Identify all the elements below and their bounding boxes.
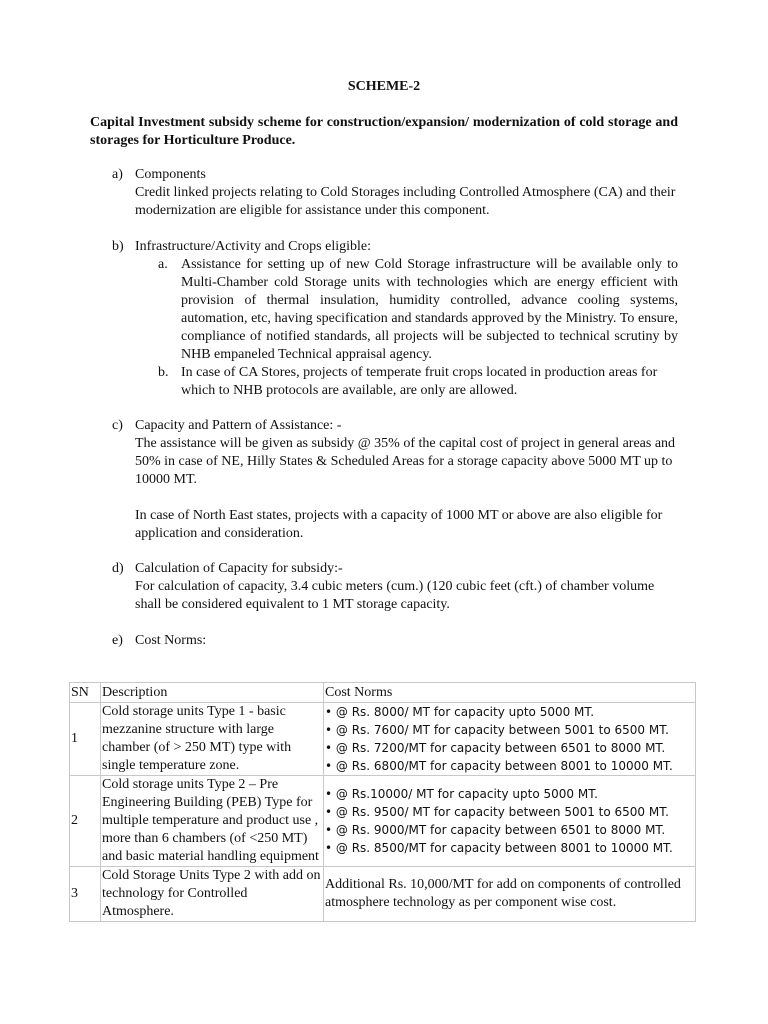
section-marker: d)	[112, 561, 124, 576]
section-heading: Infrastructure/Activity and Crops eligible:	[135, 239, 371, 254]
section-body: The assistance will be given as subsidy @ 35% of the capital cost of project in general areas and 50% in case of NE, Hilly States & Scheduled Areas for a storage capacity above 5000 MT up to 10000 MT.	[135, 436, 676, 487]
section-body: In case of North East states, projects with a capacity of 1000 MT or above are also eligible for application and consideration.	[135, 508, 663, 541]
section-heading: Capacity and Pattern of Assistance: -	[135, 418, 342, 433]
sub-list	[158, 256, 678, 400]
norm-line: • @ Rs. 7200/MT for capacity between 6501 to 8000 MT.	[325, 741, 666, 755]
table-header-row	[70, 683, 696, 703]
norm-line: • @ Rs. 8500/MT for capacity between 8001 to 10000 MT.	[325, 841, 673, 855]
section-capacity-assistance	[112, 417, 678, 543]
section-marker: b)	[112, 239, 124, 254]
list-item-text: Assistance for setting up of new Cold Storage infrastructure will be available only to Multi-Chamber cold Storage units with technologies which are energy efficient with provision of thermal insulation, humidity controlled, advance cooling systems, automation, etc, having specification and standards approved by the Ministry. To ensure, compliance of notified standards, all projects will be subjected to technical scrutiny by NHB empaneled Technical appraisal agency.	[181, 257, 678, 362]
list-item-marker: a.	[158, 257, 168, 272]
section-body: Credit linked projects relating to Cold Storages including Controlled Atmosphere (CA) and their modernization are eligible for assistance under this component.	[135, 185, 676, 218]
norm-line: • @ Rs. 8000/ MT for capacity upto 5000 MT.	[325, 705, 595, 719]
section-infrastructure	[112, 238, 678, 400]
section-body: For calculation of capacity, 3.4 cubic meters (cum.) (120 cubic feet (cft.) of chamber volume shall be considered equivalent to 1 MT storage capacity.	[135, 579, 655, 612]
cell-cost-norms	[324, 703, 696, 776]
norm-line: • @ Rs. 9500/ MT for capacity between 5001 to 6500 MT.	[325, 805, 669, 819]
section-components	[112, 166, 678, 220]
cell-sn: 2	[70, 776, 101, 867]
cost-norms-table	[69, 682, 696, 922]
norm-line: • @ Rs. 7600/ MT for capacity between 5001 to 6500 MT.	[325, 723, 669, 737]
scheme-subtitle: Capital Investment subsidy scheme for construction/expansion/ modernization of cold storage and storages for Horticulture Produce.	[90, 115, 678, 148]
cell-sn: 3	[70, 867, 101, 922]
header-description: Description	[101, 683, 324, 703]
table-row	[70, 776, 696, 867]
header-cost-norms: Cost Norms	[324, 683, 696, 703]
section-marker: c)	[112, 418, 123, 433]
norm-line: • @ Rs. 9000/MT for capacity between 6501 to 8000 MT.	[325, 823, 666, 837]
scheme-title: SCHEME-2	[347, 79, 421, 94]
list-item	[158, 256, 678, 364]
section-heading: Cost Norms:	[135, 633, 207, 648]
section-heading: Components	[135, 167, 206, 182]
list-item	[158, 364, 678, 400]
cell-description: Cold Storage Units Type 2 with add on technology for Controlled Atmosphere.	[101, 867, 324, 922]
cell-description: Cold storage units Type 2 – Pre Engineering Building (PEB) Type for multiple temperature and product use , more than 6 chambers (of <250 MT) and basic material handling equipment	[101, 776, 324, 867]
cell-cost-norms: Additional Rs. 10,000/MT for add on components of controlled atmosphere technology as per component wise cost.	[324, 867, 696, 922]
norm-line: • @ Rs.10000/ MT for capacity upto 5000 MT.	[325, 787, 598, 801]
cell-description: Cold storage units Type 1 - basic mezzanine structure with large chamber (of > 250 MT) type with single temperature zone.	[101, 703, 324, 776]
list-item-marker: b.	[158, 365, 169, 380]
section-cost-norms	[112, 632, 678, 650]
norm-line: • @ Rs. 6800/MT for capacity between 8001 to 10000 MT.	[325, 759, 673, 773]
table-row	[70, 867, 696, 922]
section-marker: e)	[112, 633, 123, 648]
table-row	[70, 703, 696, 776]
list-item-text: In case of CA Stores, projects of temperate fruit crops located in production areas for which to NHB protocols are available, are only are allowed.	[181, 365, 658, 398]
cell-cost-norms	[324, 776, 696, 867]
header-sn: SN	[70, 683, 101, 703]
section-capacity-calculation	[112, 560, 678, 614]
section-heading: Calculation of Capacity for subsidy:-	[135, 561, 343, 576]
section-marker: a)	[112, 167, 123, 182]
cell-sn: 1	[70, 703, 101, 776]
